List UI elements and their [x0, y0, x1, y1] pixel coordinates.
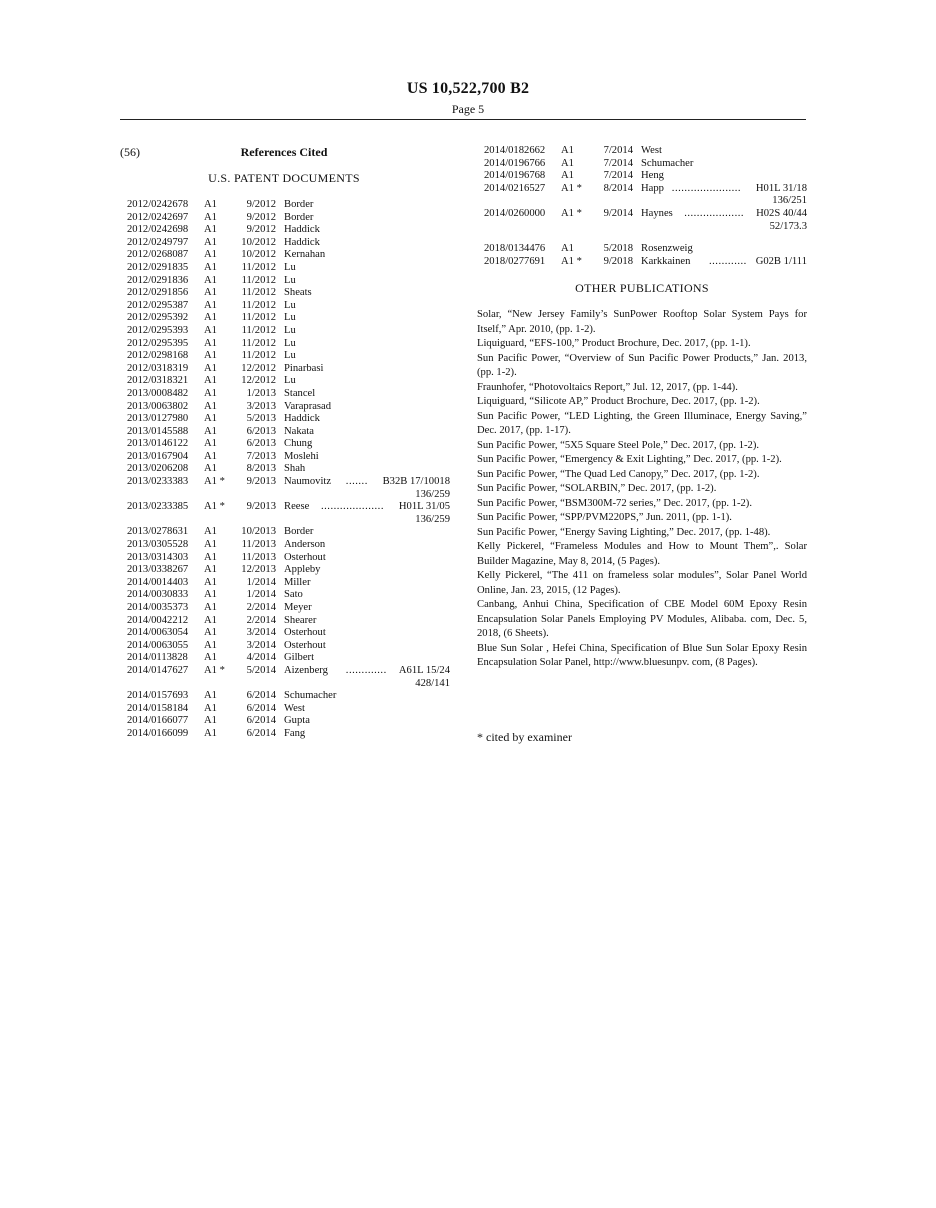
publication-date: 1/2014	[246, 576, 276, 588]
patent-reference-row	[127, 652, 457, 665]
kind-code: A1	[561, 170, 574, 182]
inventor-name: Lu	[284, 312, 296, 324]
classification-secondary: 428/141	[415, 677, 450, 689]
publication-entry: Sun Pacific Power, “SPP/PVM220PS,” Jun. 2011, (pp. 1-1).	[477, 512, 732, 523]
publication-entry: Fraunhofer, “Photovoltaics Report,” Jul. 12, 2017, (pp. 1-44).	[477, 381, 738, 393]
inventor-name: Karkkainen	[641, 255, 691, 267]
patent-reference-row	[127, 615, 457, 628]
patent-number: US 10,522,700 B2	[406, 80, 530, 97]
kind-code: A1	[204, 727, 217, 739]
patent-reference-row	[127, 363, 457, 376]
kind-code: A1 *	[561, 255, 582, 267]
kind-code: A1 *	[561, 207, 582, 219]
publication-date: 3/2013	[246, 400, 276, 412]
classification: B32B 17/10018	[382, 476, 450, 488]
kind-code: A1	[204, 450, 217, 462]
patent-reference-row	[127, 728, 457, 741]
inventor-name: Varaprasad	[284, 400, 332, 412]
cited-by-examiner-note: * cited by examiner	[477, 730, 572, 744]
patent-reference-row	[127, 312, 457, 325]
inventor-name: Border	[284, 199, 314, 210]
patent-reference-row	[127, 237, 457, 250]
patent-number: 2014/0196766	[484, 157, 546, 169]
patent-reference-row	[127, 476, 457, 501]
publication-entry: Kelly Pickerel, “Frameless Modules and How to Mount Them”,. Solar Builder Magazine, May 8, 2014, (5 Pages).	[477, 541, 807, 567]
patent-number: 2014/0014403	[127, 576, 189, 588]
publication-date: 12/2012	[241, 362, 276, 374]
publication-entry: Liquiguard, “EFS-100,” Product Brochure, Dec. 2017, (pp. 1-1).	[477, 338, 751, 349]
kind-code: A1	[204, 425, 217, 437]
other-publications-list	[477, 308, 807, 671]
inventor-name: Border	[284, 211, 314, 223]
publication-date: 9/2012	[246, 199, 276, 210]
inventor-name: Lu	[284, 299, 296, 311]
kind-code: A1 *	[204, 476, 225, 488]
publication-date: 9/2018	[603, 255, 633, 267]
publication-entry: Sun Pacific Power, “Overview of Sun Pacific Power Products,” Jan. 2013, (pp. 1-2).	[477, 352, 807, 378]
patent-number: 2013/0314303	[127, 551, 189, 563]
us-patent-list-right	[484, 145, 807, 268]
inventor-name: Rosenzweig	[641, 243, 693, 255]
page-number: Page 5	[451, 102, 485, 116]
publication-date: 3/2014	[246, 627, 276, 639]
patent-number: 2012/0318321	[127, 375, 189, 387]
publication-date: 6/2014	[246, 715, 276, 727]
patent-reference-row	[127, 552, 457, 565]
patent-number: 2014/0035373	[127, 602, 189, 613]
patent-reference-row	[127, 564, 457, 577]
inventor-name: Moslehi	[284, 450, 319, 462]
patent-number: 2012/0295387	[127, 299, 189, 311]
publication-date: 9/2013	[246, 476, 276, 488]
patent-reference-row	[127, 338, 457, 351]
patent-reference-row	[127, 640, 457, 653]
publication-entry: Sun Pacific Power, “The Quad Led Canopy,” Dec. 2017, (pp. 1-2).	[477, 468, 760, 480]
publication-date: 7/2014	[603, 170, 633, 182]
patent-reference-row	[127, 451, 457, 464]
kind-code: A1	[204, 324, 217, 336]
classification-secondary: 136/259	[415, 488, 450, 500]
patent-reference-row	[484, 170, 807, 183]
kind-code: A1	[204, 639, 217, 651]
publication-date: 1/2014	[246, 589, 276, 601]
leader-dots: ....................	[321, 501, 384, 513]
patent-reference-row	[127, 539, 457, 552]
kind-code: A1	[204, 438, 217, 450]
patent-reference-row	[127, 715, 457, 728]
patent-reference-row	[127, 413, 457, 426]
us-patent-documents-heading: U.S. PATENT DOCUMENTS	[208, 171, 360, 185]
publication-date: 7/2014	[603, 157, 633, 169]
patent-number: 2014/0260000	[484, 207, 546, 219]
inventor-name: Haddick	[284, 236, 320, 248]
publication-date: 11/2013	[241, 539, 276, 551]
publication-entry: Sun Pacific Power, “LED Lighting, the Green Illuminace, Energy Saving,” Dec. 2017, (pp. 1-17).	[477, 410, 807, 436]
inventor-name: Shah	[284, 463, 306, 475]
patent-reference-row	[127, 577, 457, 590]
patent-reference-row	[127, 300, 457, 313]
kind-code: A1	[204, 274, 217, 286]
kind-code: A1	[204, 614, 217, 626]
classification: H01L 31/05	[398, 501, 450, 513]
inventor-name: Reese	[284, 501, 310, 513]
patent-number: 2014/0182662	[484, 145, 546, 156]
inventor-name: Miller	[284, 576, 311, 588]
publication-date: 6/2013	[246, 425, 276, 437]
patent-reference-row	[127, 526, 457, 539]
publication-date: 6/2014	[246, 690, 276, 702]
publication-date: 11/2012	[241, 312, 276, 324]
patent-number: 2012/0295395	[127, 337, 189, 349]
kind-code: A1	[204, 400, 217, 412]
kind-code: A1	[204, 715, 217, 727]
inventor-name: Lu	[284, 324, 296, 336]
publication-entry: Sun Pacific Power, “Energy Saving Lighting,” Dec. 2017, (pp. 1-48).	[477, 526, 771, 538]
publication-date: 12/2012	[241, 375, 276, 387]
publication-date: 9/2012	[246, 224, 276, 236]
kind-code: A1	[204, 224, 217, 236]
inventor-name: Aizenberg	[284, 664, 328, 676]
other-publications-heading: OTHER PUBLICATIONS	[575, 281, 709, 295]
kind-code: A1	[204, 690, 217, 702]
publication-date: 11/2012	[241, 350, 276, 362]
classification-secondary: 136/259	[415, 513, 450, 525]
kind-code: A1 *	[204, 664, 225, 676]
patent-number: 2014/0216527	[484, 182, 546, 194]
kind-code: A1	[204, 362, 217, 374]
inventor-name: Kernahan	[284, 249, 326, 261]
kind-code: A1	[204, 576, 217, 588]
header-divider	[120, 119, 806, 120]
patent-number: 2013/0338267	[127, 564, 189, 576]
classification-secondary: 52/173.3	[769, 220, 807, 232]
inventor-name: West	[641, 145, 662, 156]
patent-number: 2013/0167904	[127, 450, 189, 462]
kind-code: A1	[561, 157, 574, 169]
kind-code: A1	[204, 337, 217, 349]
publication-date: 11/2012	[241, 299, 276, 311]
classification: A61L 15/24	[398, 664, 450, 676]
patent-number: 2012/0242697	[127, 211, 189, 223]
inventor-name: Happ	[641, 182, 664, 194]
patent-number: 2014/0030833	[127, 589, 189, 601]
inventor-name: Sheats	[284, 287, 312, 299]
publication-date: 11/2012	[241, 261, 276, 273]
patent-reference-row	[127, 463, 457, 476]
leader-dots: ............	[709, 255, 747, 267]
patent-number: 2013/0063802	[127, 400, 189, 412]
inventor-name: Border	[284, 526, 314, 538]
inventor-name: Gupta	[284, 715, 310, 727]
patent-number: 2012/0268087	[127, 249, 189, 261]
leader-dots: .......	[345, 476, 368, 488]
patent-number: 2018/0134476	[484, 243, 546, 255]
publication-date: 3/2014	[246, 639, 276, 651]
publication-date: 10/2012	[241, 249, 276, 261]
inventor-name: Naumovitz	[284, 476, 332, 488]
publication-date: 8/2014	[603, 182, 633, 194]
patent-number: 2013/0233383	[127, 476, 189, 488]
patent-number: 2012/0242678	[127, 199, 189, 210]
leader-dots: .............	[345, 664, 387, 676]
patent-number: 2013/0008482	[127, 387, 189, 399]
patent-reference-row	[127, 249, 457, 262]
patent-number: 2012/0298168	[127, 350, 189, 362]
publication-entry: Liquiguard, “Silicote AP,” Product Brochure, Dec. 2017, (pp. 1-2).	[477, 396, 760, 407]
patent-number: 2012/0291835	[127, 261, 189, 273]
section-title: References Cited	[240, 145, 328, 159]
kind-code: A1	[204, 236, 217, 248]
patent-reference-row	[484, 183, 807, 208]
patent-number: 2014/0113828	[127, 652, 188, 664]
inventor-name: Meyer	[284, 602, 312, 613]
publication-date: 1/2013	[246, 387, 276, 399]
publication-entry: Canbang, Anhui China, Specification of CBE Model 60M Epoxy Resin Encapsulation Solar Panels Employing PV Modules, Alibaba. com, Dec. 5, 2018, (6 Sheets).	[477, 599, 807, 639]
inventor-name: Osterhout	[284, 627, 326, 639]
kind-code: A1	[204, 261, 217, 273]
inventor-name: Haddick	[284, 224, 320, 236]
publication-date: 8/2013	[246, 463, 276, 475]
inventor-name: Heng	[641, 170, 664, 182]
publication-date: 11/2013	[241, 551, 276, 563]
patent-number: 2014/0042212	[127, 614, 189, 626]
publication-entry: Sun Pacific Power, “BSM300M-72 series,” Dec. 2017, (pp. 1-2).	[477, 497, 752, 509]
patent-reference-row	[127, 262, 457, 275]
patent-number: 2014/0157693	[127, 690, 189, 702]
inventor-name: West	[284, 702, 305, 714]
patent-reference-row	[127, 212, 457, 225]
patent-number: 2012/0318319	[127, 362, 189, 374]
patent-number: 2013/0145588	[127, 425, 189, 437]
publication-date: 9/2014	[603, 207, 633, 219]
publication-date: 5/2013	[246, 413, 276, 425]
publication-date: 2/2014	[246, 614, 276, 626]
patent-reference-row	[127, 665, 457, 690]
patent-reference-row	[127, 438, 457, 451]
leader-dots: ......................	[671, 182, 742, 194]
publication-entry: Sun Pacific Power, “SOLARBIN,” Dec. 2017, (pp. 1-2).	[477, 483, 717, 494]
publication-date: 11/2012	[241, 337, 276, 349]
patent-reference-row	[127, 501, 457, 526]
patent-number: 2013/0206208	[127, 463, 189, 475]
patent-reference-row	[484, 158, 807, 171]
inventor-name: Lu	[284, 274, 296, 286]
patent-number: 2013/0233385	[127, 501, 189, 513]
kind-code: A1	[204, 387, 217, 399]
publication-date: 6/2013	[246, 438, 276, 450]
inventor-name: Sato	[284, 589, 303, 601]
kind-code: A1	[561, 243, 574, 255]
patent-number: 2014/0166077	[127, 715, 189, 727]
publication-entry: Blue Sun Solar , Hefei China, Specification of Blue Sun Solar Epoxy Resin Encapsulation Solar Panel, http://www.bluesunpv. com, (8 Pages).	[477, 642, 807, 668]
section-number: (56)	[120, 145, 140, 159]
inventor-name: Lu	[284, 375, 296, 387]
kind-code: A1	[204, 413, 217, 425]
patent-reference-row	[127, 703, 457, 716]
kind-code: A1	[204, 350, 217, 362]
patent-reference-row	[127, 388, 457, 401]
patent-reference-row	[484, 256, 807, 269]
patent-reference-row	[127, 627, 457, 640]
patent-number: 2014/0158184	[127, 702, 189, 714]
us-patent-list-left	[127, 199, 457, 741]
patent-number: 2014/0166099	[127, 727, 189, 739]
classification: H02S 40/44	[756, 207, 807, 219]
kind-code: A1	[204, 551, 217, 563]
kind-code: A1 *	[204, 501, 225, 513]
kind-code: A1	[204, 211, 217, 223]
publication-date: 7/2013	[246, 450, 276, 462]
kind-code: A1	[204, 199, 217, 210]
publication-entry: Sun Pacific Power, “5X5 Square Steel Pole,” Dec. 2017, (pp. 1-2).	[477, 439, 760, 451]
kind-code: A1	[204, 627, 217, 639]
inventor-name: Fang	[284, 727, 306, 739]
publication-date: 11/2012	[241, 324, 276, 336]
inventor-name: Schumacher	[641, 157, 694, 169]
publication-date: 7/2014	[603, 145, 633, 156]
kind-code: A1	[204, 287, 217, 299]
kind-code: A1	[204, 564, 217, 576]
patent-reference-row	[127, 426, 457, 439]
publication-date: 12/2013	[241, 564, 276, 576]
patent-reference-row	[127, 589, 457, 602]
leader-dots: ...................	[684, 207, 745, 219]
patent-reference-row	[127, 287, 457, 300]
inventor-name: Lu	[284, 350, 296, 362]
kind-code: A1 *	[561, 182, 582, 194]
inventor-name: Appleby	[284, 564, 321, 576]
kind-code: A1	[204, 299, 217, 311]
patent-number: 2013/0278631	[127, 526, 189, 538]
kind-code: A1	[204, 652, 217, 664]
inventor-name: Pinarbasi	[284, 362, 324, 374]
patent-reference-row	[127, 199, 457, 212]
inventor-name: Osterhout	[284, 639, 326, 651]
patent-number: 2012/0291856	[127, 287, 189, 299]
patent-number: 2013/0305528	[127, 539, 189, 551]
kind-code: A1	[204, 539, 217, 551]
inventor-name: Haddick	[284, 413, 320, 425]
publication-date: 2/2014	[246, 602, 276, 613]
kind-code: A1	[204, 602, 217, 613]
patent-number: 2012/0242698	[127, 224, 189, 236]
patent-reference-row	[484, 208, 807, 233]
publication-date: 9/2012	[246, 211, 276, 223]
kind-code: A1	[204, 589, 217, 601]
kind-code: A1	[204, 312, 217, 324]
patent-reference-row	[484, 145, 807, 158]
kind-code: A1	[204, 463, 217, 475]
patent-number: 2014/0063054	[127, 627, 189, 639]
patent-reference-row	[127, 224, 457, 237]
patent-number: 2014/0063055	[127, 639, 189, 651]
publication-entry: Kelly Pickerel, “The 411 on frameless solar modules”, Solar Panel World Online, Jan. 23, 2015, (12 Pages).	[477, 570, 807, 596]
patent-number: 2014/0147627	[127, 664, 189, 676]
inventor-name: Nakata	[284, 425, 314, 437]
patent-reference-row	[127, 602, 457, 615]
inventor-name: Osterhout	[284, 551, 326, 563]
patent-number: 2018/0277691	[484, 255, 546, 267]
kind-code: A1	[204, 249, 217, 261]
publication-date: 5/2018	[603, 243, 633, 255]
publication-date: 10/2013	[241, 526, 276, 538]
patent-number: 2012/0295392	[127, 312, 189, 324]
kind-code: A1	[204, 526, 217, 538]
patent-reference-row	[127, 375, 457, 388]
inventor-name: Gilbert	[284, 652, 315, 664]
kind-code: A1	[204, 375, 217, 387]
inventor-name: Haynes	[641, 207, 673, 219]
classification: H01L 31/18	[755, 182, 807, 194]
patent-reference-row	[127, 350, 457, 363]
publication-date: 10/2012	[241, 236, 276, 248]
publication-date: 6/2014	[246, 727, 276, 739]
classification: G02B 1/111	[755, 255, 807, 267]
publication-date: 9/2013	[246, 501, 276, 513]
patent-number: 2013/0146122	[127, 438, 189, 450]
inventor-name: Anderson	[284, 539, 326, 551]
patent-number: 2012/0295393	[127, 324, 189, 336]
patent-reference-row	[127, 690, 457, 703]
patent-number: 2014/0196768	[484, 170, 546, 182]
patent-reference-row	[127, 275, 457, 288]
patent-reference-row	[484, 243, 807, 256]
publication-date: 11/2012	[241, 274, 276, 286]
patent-number: 2012/0291836	[127, 274, 189, 286]
patent-number: 2012/0249797	[127, 236, 189, 248]
inventor-name: Chung	[284, 438, 313, 450]
inventor-name: Stancel	[284, 387, 316, 399]
publication-date: 5/2014	[246, 664, 276, 676]
publication-entry: Solar, “New Jersey Family’s SunPower Rooftop Solar System Pays for Itself,” Apr. 2010, (pp. 1-2).	[477, 309, 807, 335]
inventor-name: Schumacher	[284, 690, 337, 702]
publication-date: 11/2012	[241, 287, 276, 299]
patent-number: 2013/0127980	[127, 413, 189, 425]
kind-code: A1	[561, 145, 574, 156]
inventor-name: Lu	[284, 337, 296, 349]
inventor-name: Shearer	[284, 614, 317, 626]
kind-code: A1	[204, 702, 217, 714]
patent-reference-row	[127, 401, 457, 414]
patent-reference-row	[127, 325, 457, 338]
inventor-name: Lu	[284, 261, 296, 273]
classification-secondary: 136/251	[772, 195, 807, 207]
publication-date: 4/2014	[246, 652, 276, 664]
publication-entry: Sun Pacific Power, “Emergency & Exit Lighting,” Dec. 2017, (pp. 1-2).	[477, 454, 782, 465]
publication-date: 6/2014	[246, 702, 276, 714]
